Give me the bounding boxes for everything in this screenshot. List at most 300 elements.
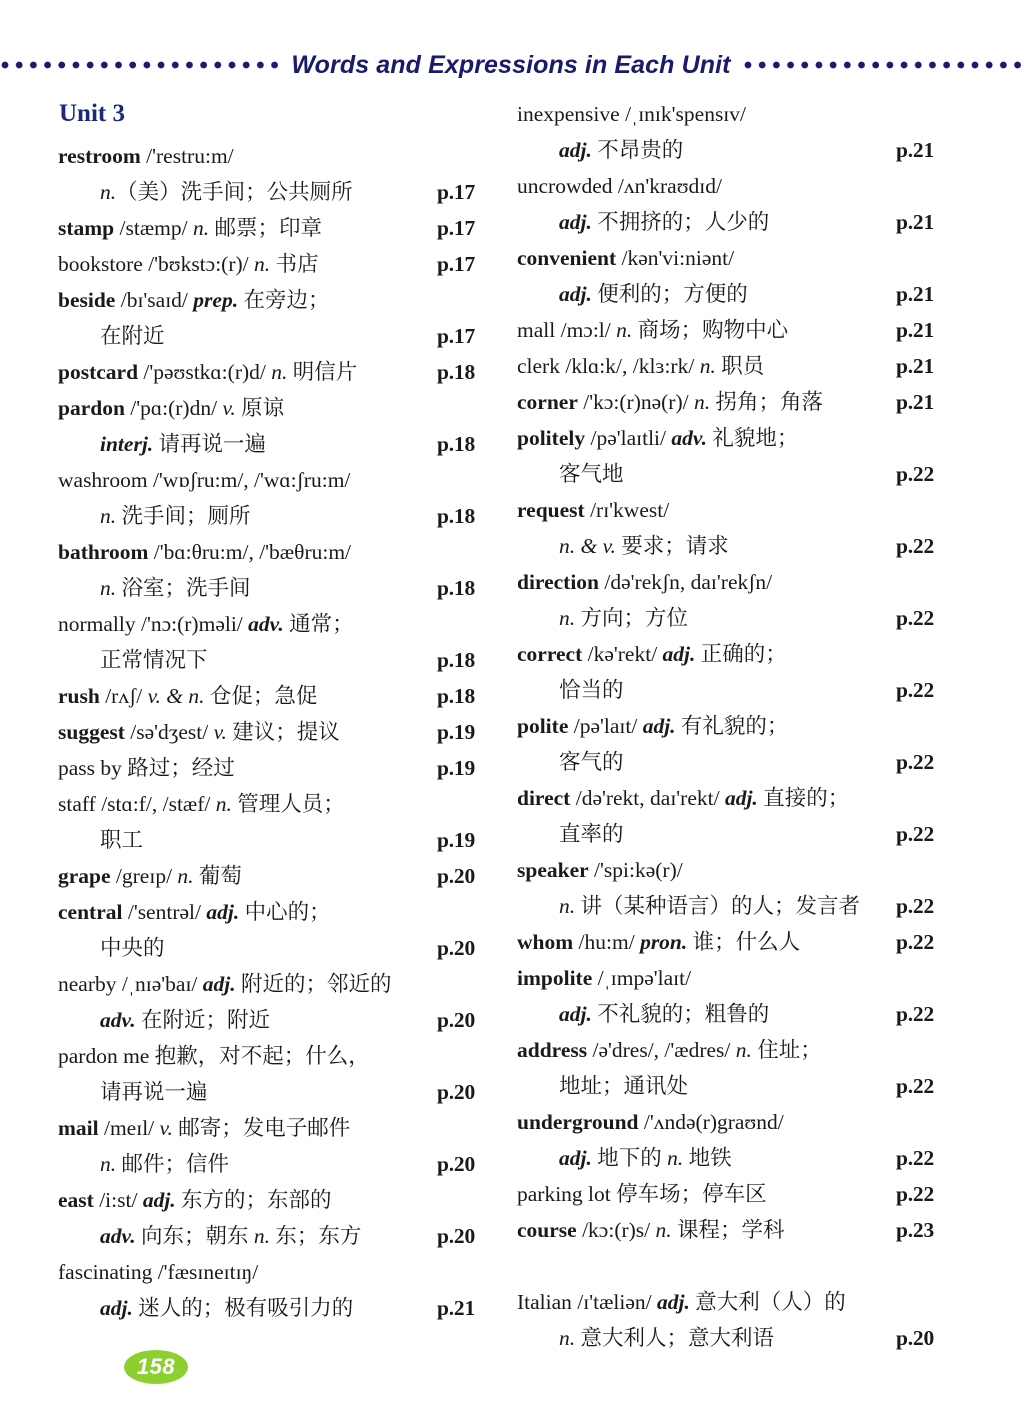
part-of-speech: adj.	[559, 210, 592, 234]
vocabulary-line	[517, 96, 979, 132]
vocabulary-line	[58, 390, 520, 426]
part-of-speech: n.	[254, 252, 271, 276]
chinese-gloss: 意大利人；意大利语	[575, 1326, 775, 1350]
vocabulary-line	[58, 318, 520, 354]
page-reference: p.22	[896, 606, 935, 630]
vocabulary-entry	[58, 966, 520, 1038]
part-of-speech: adv.	[100, 1224, 136, 1248]
headword: washroom	[58, 468, 148, 492]
part-of-speech: n.	[559, 606, 576, 630]
headword: uncrowded	[517, 174, 613, 198]
part-of-speech: adj.	[559, 1002, 592, 1026]
vocabulary-entry	[58, 1182, 520, 1254]
chinese-gloss: 邮寄；发电子邮件	[172, 1116, 351, 1140]
vocabulary-line	[58, 570, 520, 606]
phonetic-transcription: /bɪ'saɪd/	[115, 288, 194, 312]
part-of-speech: adj.	[657, 1290, 690, 1314]
phonetic-transcription: /i:st/	[93, 1188, 143, 1212]
unit-heading: Unit 3	[59, 100, 125, 127]
headword: bookstore	[58, 252, 143, 276]
vocabulary-line	[58, 678, 520, 714]
vocabulary-entry	[517, 1104, 979, 1176]
part-of-speech: adj.	[206, 900, 240, 924]
vocabulary-line	[517, 240, 979, 276]
page-number-badge	[124, 1350, 188, 1384]
phonetic-transcription: /'bɑ:θru:m/, /'bæθru:m/	[148, 540, 352, 564]
vocabulary-line	[517, 996, 979, 1032]
headword: request	[517, 498, 585, 522]
page-reference: p.17	[437, 216, 476, 240]
chinese-gloss: 方向；方位	[575, 606, 689, 630]
vocabulary-entry	[517, 636, 979, 708]
chinese-gloss: 在旁边；	[238, 288, 330, 312]
part-of-speech: v.	[222, 396, 236, 420]
chinese-gloss: 管理人员；	[231, 792, 345, 816]
page-reference: p.22	[896, 1074, 935, 1098]
part-of-speech: n.	[177, 864, 194, 888]
part-of-speech: n.	[193, 216, 210, 240]
vocabulary-entry	[58, 786, 520, 858]
vocabulary-entry	[58, 678, 520, 714]
chinese-gloss: 地下的	[591, 1146, 668, 1170]
part-of-speech: v.	[213, 720, 227, 744]
dot-trail-left-icon	[0, 60, 281, 70]
page-reference: p.21	[896, 390, 935, 414]
vocabulary-line	[58, 1218, 520, 1254]
vocabulary-line	[517, 816, 979, 852]
part-of-speech: n.	[693, 390, 711, 414]
headword: corner	[517, 390, 578, 414]
chinese-gloss: 请再说一遍	[153, 432, 267, 456]
chinese-gloss: 职员	[715, 354, 765, 378]
vocabulary-line	[517, 1032, 979, 1068]
vocabulary-entry	[517, 1284, 979, 1356]
page-reference: p.20	[437, 1008, 476, 1032]
vocabulary-line	[58, 534, 520, 570]
vocabulary-line	[58, 822, 520, 858]
phonetic-transcription: /stɑ:f/, /stæf/	[95, 792, 216, 816]
page-number-label: 158	[136, 1354, 176, 1379]
vocabulary-entry	[58, 282, 520, 354]
chinese-gloss: 向东；朝东	[135, 1224, 254, 1248]
phonetic-transcription: /hu:m/	[573, 930, 641, 954]
headword: postcard	[58, 360, 139, 384]
chinese-gloss: 邮件；信件	[116, 1152, 230, 1176]
part-of-speech: adj.	[142, 1188, 176, 1212]
vocabulary-line	[58, 354, 520, 390]
vocabulary-entry	[58, 210, 520, 246]
chinese-gloss: 东；东方	[270, 1224, 362, 1248]
part-of-speech: adv.	[248, 612, 284, 636]
vocabulary-entry	[58, 138, 520, 210]
headword: Italian	[517, 1290, 572, 1314]
vocabulary-entry	[58, 750, 520, 786]
part-of-speech: n.	[699, 354, 716, 378]
vocabulary-entry	[58, 390, 520, 462]
page-reference: p.20	[437, 1080, 476, 1104]
chinese-gloss: 原谅	[235, 396, 285, 420]
vocabulary-entry	[517, 1176, 979, 1212]
vocabulary-line	[517, 312, 979, 348]
headword: normally	[58, 612, 136, 636]
headword: inexpensive	[517, 102, 620, 126]
part-of-speech: n.	[100, 576, 117, 600]
vocabulary-line	[58, 462, 520, 498]
headword: direction	[517, 570, 600, 594]
page-reference: p.22	[896, 1182, 935, 1206]
chinese-gloss: 东方的；东部的	[175, 1188, 332, 1212]
part-of-speech: pron.	[640, 930, 688, 954]
chinese-gloss: 住址；	[751, 1038, 822, 1062]
phonetic-transcription: /ʌn'kraʊdɪd/	[612, 174, 722, 198]
page-reference: p.22	[896, 930, 935, 954]
page-reference: p.21	[896, 210, 935, 234]
vocabulary-line	[58, 1146, 520, 1182]
page-reference: p.22	[896, 534, 935, 558]
chinese-gloss: 附近的；邻近的	[235, 972, 392, 996]
part-of-speech: adj.	[559, 138, 592, 162]
part-of-speech: adj.	[559, 282, 592, 306]
chinese-gloss: 不礼貌的；粗鲁的	[591, 1002, 770, 1026]
chinese-gloss: 洗手间；厕所	[116, 504, 251, 528]
phonetic-transcription: /də'rekʃn, daɪ'rekʃn/	[599, 570, 773, 594]
vocabulary-entry	[517, 1212, 979, 1248]
chinese-gloss: 地铁	[683, 1146, 732, 1170]
vocabulary-line	[58, 606, 520, 642]
vocabulary-line	[58, 1182, 520, 1218]
headword: polite	[517, 714, 569, 738]
chinese-gloss: 不昂贵的	[591, 138, 684, 162]
chinese-gloss: 浴室；洗手间	[116, 576, 251, 600]
page-reference: p.17	[437, 324, 476, 348]
vocabulary-line	[58, 1038, 520, 1074]
headword: politely	[517, 426, 586, 450]
headword: course	[517, 1218, 577, 1242]
entry-spacer	[517, 1248, 979, 1284]
vocabulary-entry	[517, 240, 979, 312]
chinese-gloss: 礼貌地；	[707, 426, 799, 450]
vocabulary-line	[58, 930, 520, 966]
chinese-gloss: 要求；请求	[615, 534, 729, 558]
part-of-speech: adv.	[671, 426, 707, 450]
page-reference: p.20	[437, 1224, 476, 1248]
vocabulary-line	[517, 600, 979, 636]
vocabulary-line	[517, 420, 979, 456]
vocabulary-line	[517, 744, 979, 780]
headword: mall	[517, 318, 556, 342]
headword: underground	[517, 1110, 639, 1134]
vocabulary-line	[517, 708, 979, 744]
chinese-gloss: 书店	[270, 252, 319, 276]
part-of-speech: adj.	[100, 1296, 133, 1320]
vocabulary-line	[517, 1104, 979, 1140]
chinese-gloss: 中心的；	[239, 900, 331, 924]
headword: clerk	[517, 354, 560, 378]
phonetic-transcription: /ˌɪmpə'laɪt/	[592, 966, 692, 990]
phonetic-transcription: /meɪl/	[98, 1116, 160, 1140]
page-reference: p.18	[437, 432, 476, 456]
vocabulary-entry	[517, 384, 979, 420]
phonetic-transcription: /rɪ'kwest/	[584, 498, 670, 522]
vocabulary-entry	[58, 1110, 520, 1182]
chinese-gloss: 明信片	[287, 360, 358, 384]
vocabulary-entry	[517, 312, 979, 348]
page-reference: p.20	[896, 1326, 935, 1350]
page-reference: p.22	[896, 1002, 935, 1026]
part-of-speech: interj.	[100, 432, 154, 456]
chinese-gloss: 职工	[100, 828, 144, 852]
phonetic-transcription: /ˌɪnɪk'spensɪv/	[619, 102, 747, 126]
chinese-gloss: 在附近；附近	[135, 1008, 271, 1032]
vocabulary-list-left	[58, 138, 520, 1326]
vocabulary-line	[58, 1290, 520, 1326]
page-reference: p.22	[896, 750, 935, 774]
page-reference: p.22	[896, 1146, 935, 1170]
headword: speaker	[517, 858, 589, 882]
page-reference: p.22	[896, 678, 935, 702]
vocabulary-line	[517, 780, 979, 816]
vocabulary-line	[58, 786, 520, 822]
vocabulary-entry	[58, 534, 520, 606]
vocabulary-entry	[517, 96, 979, 168]
chinese-gloss: 抱歉，对不起；什么，	[149, 1044, 370, 1068]
headword: fascinating	[58, 1260, 153, 1284]
page-reference: p.22	[896, 822, 935, 846]
chinese-gloss: 有礼貌的；	[675, 714, 789, 738]
headword: direct	[517, 786, 571, 810]
page-reference: p.22	[896, 894, 935, 918]
vocabulary-line	[58, 1074, 520, 1110]
headword: rush	[58, 684, 100, 708]
part-of-speech: n.	[100, 180, 117, 204]
part-of-speech: v. & n.	[147, 684, 205, 708]
vocabulary-entry	[58, 354, 520, 390]
vocabulary-line	[58, 1110, 520, 1146]
phonetic-transcription: /klɑ:k/, /klɜ:rk/	[559, 354, 700, 378]
part-of-speech: adj.	[559, 1146, 592, 1170]
headword: central	[58, 900, 123, 924]
vocabulary-line	[58, 894, 520, 930]
chinese-gloss: 谁；什么人	[687, 930, 801, 954]
page-reference: p.17	[437, 180, 476, 204]
chinese-gloss: 正确的；	[695, 642, 787, 666]
vocabulary-line	[58, 966, 520, 1002]
vocabulary-line	[58, 210, 520, 246]
headword: suggest	[58, 720, 125, 744]
vocabulary-entry	[517, 708, 979, 780]
vocabulary-entry	[517, 780, 979, 852]
chinese-gloss: 讲（某种语言）的人；发言者	[575, 894, 861, 918]
headword: address	[517, 1038, 588, 1062]
vocabulary-line	[58, 138, 520, 174]
chinese-gloss: 客气的	[559, 750, 624, 774]
vocabulary-line	[58, 714, 520, 750]
chinese-gloss: 葡萄	[193, 864, 242, 888]
page-reference: p.23	[896, 1218, 935, 1242]
headword: grape	[58, 864, 111, 888]
vocabulary-line	[58, 426, 520, 462]
phonetic-transcription: /də'rekt, daɪ'rekt/	[570, 786, 725, 810]
page-reference: p.19	[437, 756, 476, 780]
vocabulary-line	[58, 750, 520, 786]
running-head	[0, 48, 1024, 82]
phonetic-transcription: /rʌʃ/	[99, 684, 148, 708]
phonetic-transcription: /kə'rekt/	[582, 642, 663, 666]
part-of-speech: n.	[655, 1218, 672, 1242]
vocabulary-entry	[58, 246, 520, 282]
chinese-gloss: 请再说一遍	[100, 1080, 208, 1104]
page-reference: p.18	[437, 684, 476, 708]
chinese-gloss: 课程；学科	[671, 1218, 785, 1242]
vocabulary-line	[58, 174, 520, 210]
vocabulary-line	[517, 276, 979, 312]
chinese-gloss: 不拥挤的；人少的	[591, 210, 770, 234]
page-reference: p.18	[437, 360, 476, 384]
headword: nearby	[58, 972, 117, 996]
page-reference: p.21	[896, 354, 935, 378]
vocabulary-entry	[517, 168, 979, 240]
vocabulary-line	[517, 924, 979, 960]
headword: whom	[517, 930, 574, 954]
part-of-speech: n.	[100, 1152, 117, 1176]
chinese-gloss: 拐角；角落	[710, 390, 823, 414]
vocabulary-line	[517, 1212, 979, 1248]
page-reference: p.18	[437, 648, 476, 672]
phonetic-transcription: /kən'vi:niənt/	[616, 246, 735, 270]
page-reference: p.17	[437, 252, 476, 276]
vocabulary-line	[517, 528, 979, 564]
part-of-speech: prep.	[193, 288, 239, 312]
vocabulary-line	[517, 168, 979, 204]
vocabulary-entry	[517, 924, 979, 960]
phonetic-transcription: /mɔ:l/	[555, 318, 617, 342]
chinese-gloss: 仓促；急促	[204, 684, 318, 708]
headword: mail	[58, 1116, 99, 1140]
phonetic-transcription: /kɔ:(r)s/	[576, 1218, 656, 1242]
chinese-gloss: 迷人的；极有吸引力的	[132, 1296, 354, 1320]
headword: convenient	[517, 246, 617, 270]
chinese-gloss: 商场；购物中心	[632, 318, 789, 342]
headword: bathroom	[58, 540, 149, 564]
vocabulary-entry	[58, 714, 520, 750]
vocabulary-line	[58, 1002, 520, 1038]
chinese-gloss: 正常情况下	[100, 648, 208, 672]
chinese-gloss: 中央的	[100, 936, 165, 960]
chinese-gloss: 直接的；	[757, 786, 850, 810]
vocabulary-line	[517, 384, 979, 420]
part-of-speech: n.	[215, 792, 232, 816]
vocabulary-list-right	[517, 96, 979, 1356]
vocabulary-line	[517, 960, 979, 996]
phonetic-transcription: /ɪ'tæliən/	[571, 1290, 658, 1314]
part-of-speech: adj.	[662, 642, 696, 666]
vocabulary-entry	[58, 606, 520, 678]
vocabulary-line	[517, 348, 979, 384]
vocabulary-entry	[58, 858, 520, 894]
part-of-speech: n.	[559, 1326, 576, 1350]
phonetic-transcription: /sə'dʒest/	[124, 720, 214, 744]
part-of-speech: n.	[559, 894, 576, 918]
chinese-gloss: 直率的	[559, 822, 624, 846]
vocabulary-entry	[58, 1038, 520, 1110]
phonetic-transcription: /ˌnɪə'baɪ/	[116, 972, 203, 996]
vocabulary-line	[517, 1068, 979, 1104]
vocabulary-entry	[517, 564, 979, 636]
headword: restroom	[58, 144, 141, 168]
vocabulary-line	[517, 636, 979, 672]
headword: parking lot	[517, 1182, 611, 1206]
vocabulary-line	[517, 564, 979, 600]
part-of-speech: n.	[271, 360, 288, 384]
page-reference: p.19	[437, 828, 476, 852]
page-reference: p.18	[437, 576, 476, 600]
part-of-speech: adj.	[202, 972, 236, 996]
chinese-gloss: 在附近	[100, 324, 165, 348]
headword: pass by	[58, 756, 122, 780]
page-reference: p.21	[896, 138, 935, 162]
page-reference: p.20	[437, 1152, 476, 1176]
page-reference: p.20	[437, 864, 476, 888]
vocabulary-entry	[517, 1248, 979, 1284]
vocabulary-entry	[517, 492, 979, 564]
chinese-gloss: 恰当的	[559, 678, 624, 702]
phonetic-transcription: /greɪp/	[110, 864, 178, 888]
phonetic-transcription: /pə'laɪt/	[568, 714, 643, 738]
chinese-gloss: 意大利（人）的	[689, 1290, 846, 1314]
page-reference: p.22	[896, 462, 935, 486]
phonetic-transcription: /'pɑ:(r)dn/	[124, 396, 223, 420]
phonetic-transcription: /'fæsɪneɪtɪŋ/	[152, 1260, 259, 1284]
page-reference: p.21	[896, 318, 935, 342]
part-of-speech: n.	[253, 1224, 271, 1248]
vocabulary-line	[517, 672, 979, 708]
page-reference: p.21	[437, 1296, 476, 1320]
headword: pardon	[58, 396, 125, 420]
vocabulary-entry	[517, 348, 979, 384]
part-of-speech: adv.	[100, 1008, 136, 1032]
vocabulary-line	[58, 498, 520, 534]
vocabulary-entry	[517, 1032, 979, 1104]
vocabulary-line	[58, 1254, 520, 1290]
page-reference: p.18	[437, 504, 476, 528]
vocabulary-line	[517, 888, 979, 924]
headword: pardon me	[58, 1044, 150, 1068]
part-of-speech: n. & v.	[559, 534, 616, 558]
page-reference: p.21	[896, 282, 935, 306]
part-of-speech: n.	[735, 1038, 752, 1062]
phonetic-transcription: /stæmp/	[114, 216, 194, 240]
vocabulary-line	[58, 642, 520, 678]
vocabulary-line	[517, 132, 979, 168]
phonetic-transcription: /ə'dres/, /'ædres/	[587, 1038, 736, 1062]
phonetic-transcription: /'spi:kə(r)/	[588, 858, 683, 882]
vocabulary-entry	[58, 894, 520, 966]
chinese-gloss: 停车场；停车区	[610, 1182, 767, 1206]
phonetic-transcription: /'restru:m/	[140, 144, 234, 168]
page-reference: p.19	[437, 720, 476, 744]
vocabulary-line	[517, 1140, 979, 1176]
headword: correct	[517, 642, 583, 666]
part-of-speech: n.	[667, 1146, 684, 1170]
dot-trail-right-icon	[743, 60, 1024, 70]
chinese-gloss: 通常；	[283, 612, 354, 636]
vocabulary-entry	[517, 420, 979, 492]
part-of-speech: n.	[616, 318, 633, 342]
vocabulary-line	[517, 492, 979, 528]
glossary-column-left	[58, 96, 520, 1326]
part-of-speech: v.	[159, 1116, 173, 1140]
vocabulary-line	[517, 852, 979, 888]
